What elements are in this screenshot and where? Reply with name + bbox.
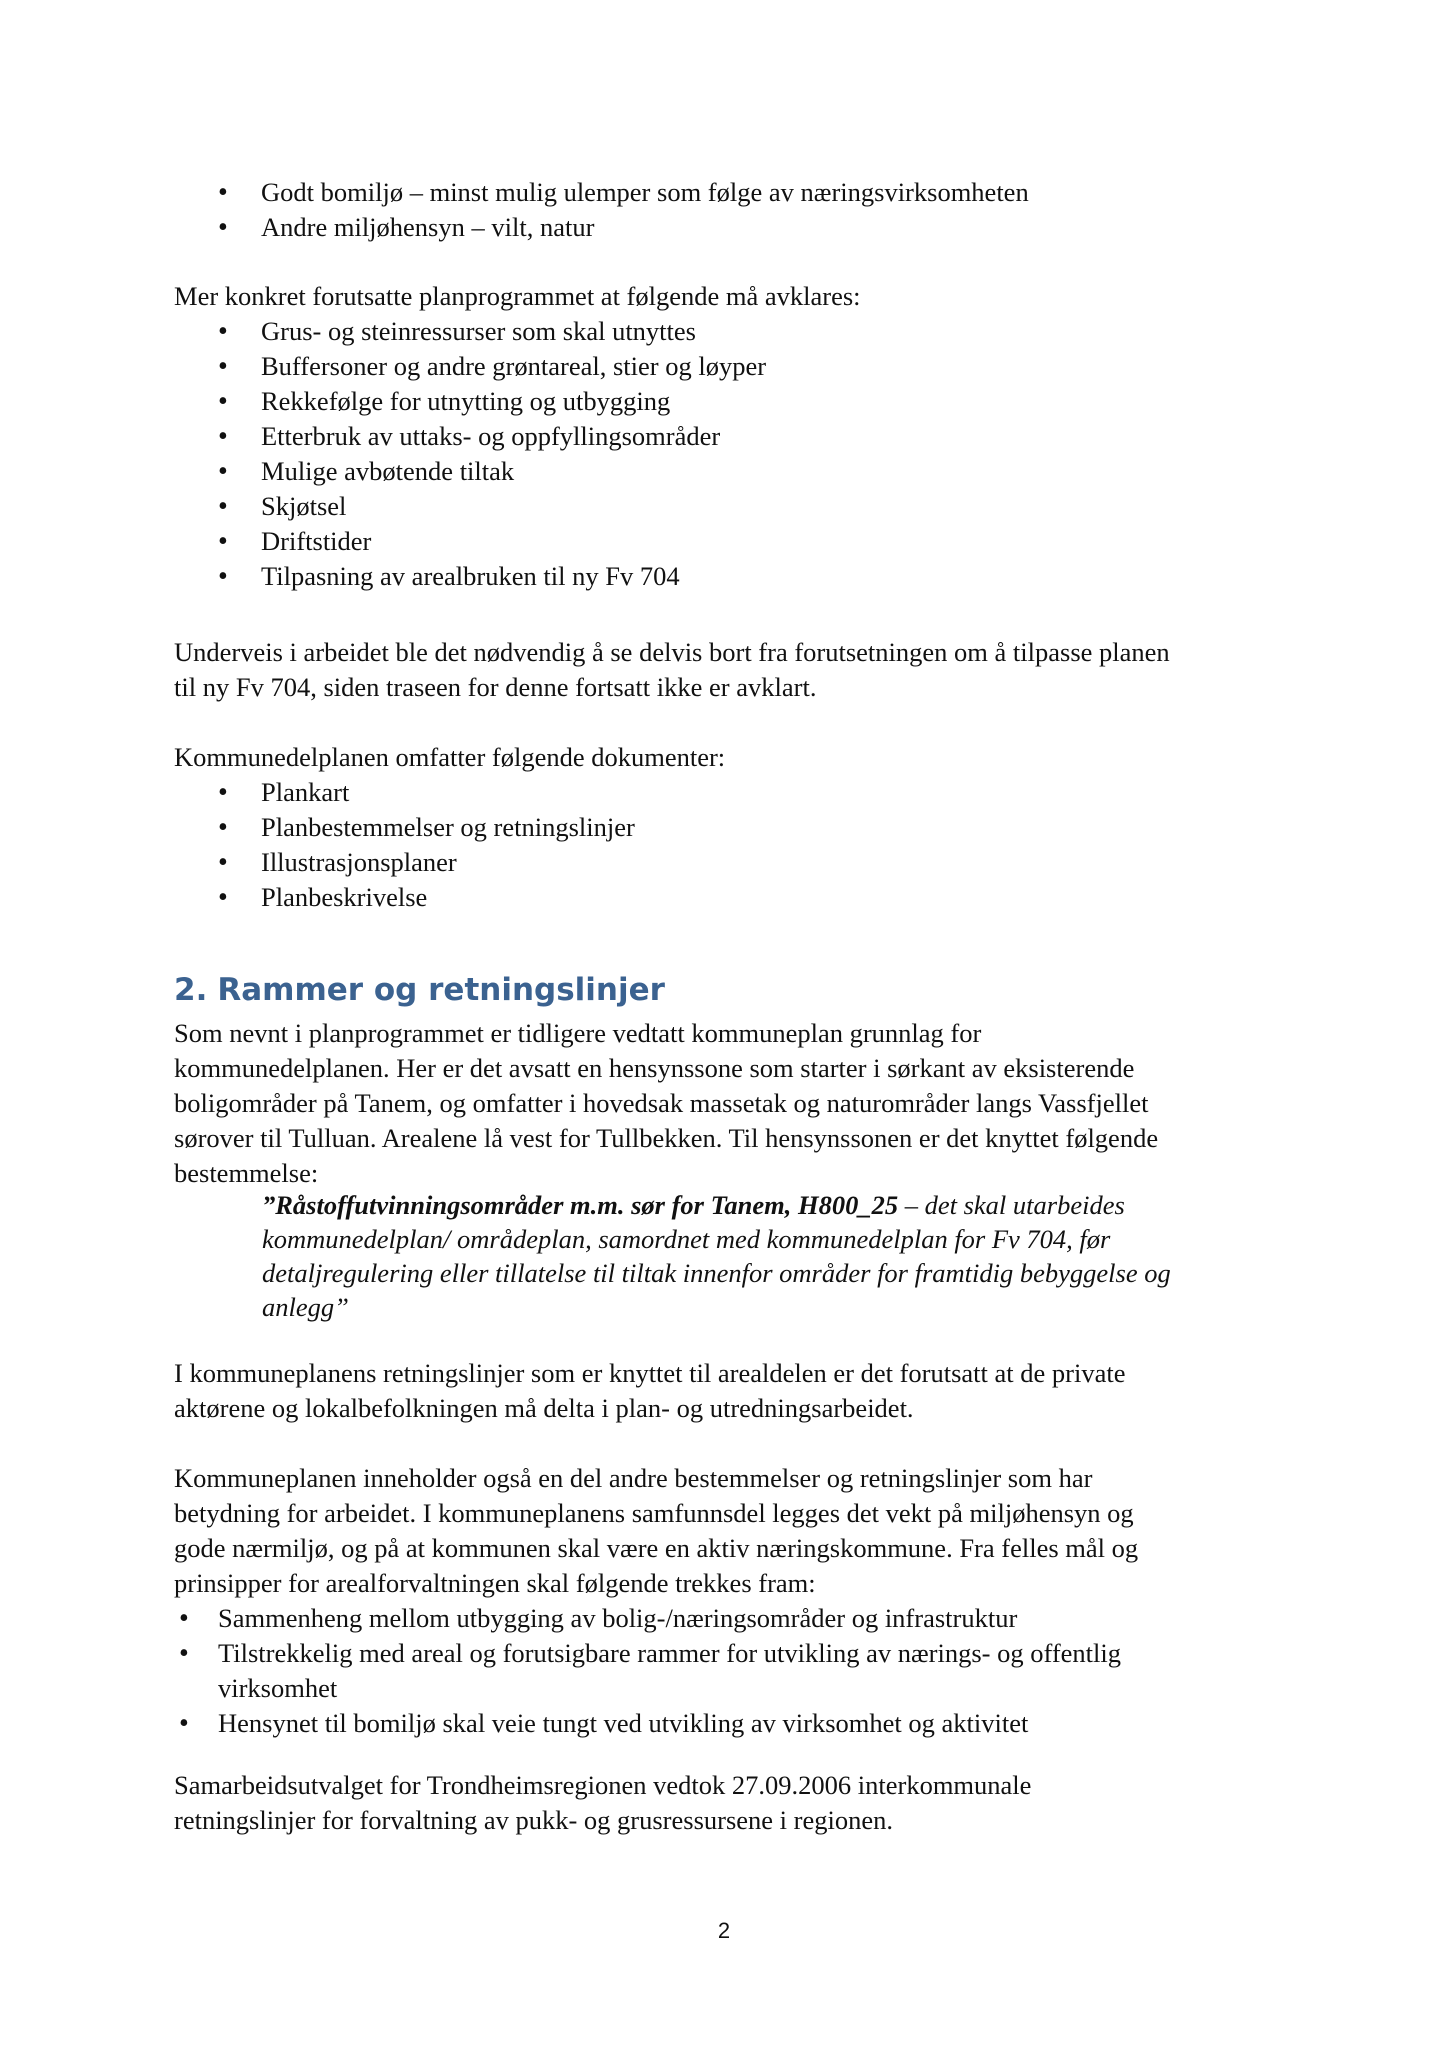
text-line: aktørene og lokalbefolkningen må delta i plan- og utredningsarbeidet. <box>174 1393 914 1423</box>
page-number: 2 <box>717 1918 731 1943</box>
list-item <box>174 1636 1294 1706</box>
list-item: • Illustrasjonsplaner <box>174 845 1294 880</box>
bullet-list-avklares <box>174 314 1294 594</box>
text-line: Som nevnt i planprogrammet er tidligere vedtatt kommuneplan grunnlag for <box>174 1018 982 1048</box>
list-item-line: Tilstrekkelig med areal og forutsigbare rammer for utvikling av nærings- og offentlig <box>218 1638 1122 1668</box>
list-item: • Skjøtsel <box>174 489 1294 524</box>
text-line: prinsipper for arealforvaltningen skal følgende trekkes fram: <box>174 1568 816 1598</box>
bullet-list-dokumenter <box>174 775 1294 915</box>
list-item: • Buffersoner og andre grøntareal, stier og løyper <box>174 349 1294 384</box>
heading-title: Rammer og retningslinjer <box>217 972 665 1008</box>
text-line: Underveis i arbeidet ble det nødvendig å se delvis bort fra forutsetningen om å tilpasse planen <box>174 637 1170 667</box>
text-line: Kommuneplanen inneholder også en del andre bestemmelser og retningslinjer som har <box>174 1463 1093 1493</box>
paragraph-underveis <box>174 635 1294 705</box>
quote-line: anlegg” <box>262 1292 349 1322</box>
list-item: • Andre miljøhensyn – vilt, natur <box>174 210 1294 245</box>
quote-text: – det skal utarbeides <box>898 1190 1125 1220</box>
list-item: • Driftstider <box>174 524 1294 559</box>
list-item: • Godt bomiljø – minst mulig ulemper som følge av næringsvirksomheten <box>174 175 1294 210</box>
text-line: Samarbeidsutvalget for Trondheimsregionen vedtok 27.09.2006 interkommunale <box>174 1770 1032 1800</box>
paragraph: Mer konkret forutsatte planprogrammet at følgende må avklares: <box>174 281 861 311</box>
list-item: • Plankart <box>174 775 1294 810</box>
text-line: retningslinjer for forvaltning av pukk- og grusressursene i regionen. <box>174 1805 893 1835</box>
text-line: kommunedelplanen. Her er det avsatt en hensynssone som starter i sørkant av eksisterende <box>174 1053 1135 1083</box>
list-item: • Hensynet til bomiljø skal veie tungt ved utvikling av virksomhet og aktivitet <box>174 1706 1294 1741</box>
list-item: • Planbestemmelser og retningslinjer <box>174 810 1294 845</box>
section-avklares <box>174 279 1294 594</box>
list-item: • Etterbruk av uttaks- og oppfyllingsområder <box>174 419 1294 454</box>
paragraph-samarbeidsutvalget <box>174 1768 1294 1838</box>
bullet-list-prinsipper <box>174 1601 1294 1741</box>
list-item: • Mulige avbøtende tiltak <box>174 454 1294 489</box>
bullet-list-top <box>174 175 1294 245</box>
section-heading <box>174 970 665 1010</box>
text-line: gode nærmiljø, og på at kommunen skal være en aktiv næringskommune. Fra felles mål og <box>174 1533 1139 1563</box>
quoted-provision <box>262 1188 1302 1324</box>
paragraph-kommuneplanen <box>174 1461 1294 1741</box>
paragraph: Kommunedelplanen omfatter følgende dokumenter: <box>174 742 726 772</box>
section-dokumenter <box>174 740 1294 915</box>
paragraph-som-nevnt <box>174 1016 1294 1191</box>
text-line: sørover til Tulluan. Arealene lå vest for Tullbekken. Til hensynssonen er det knyttet følgende <box>174 1123 1159 1153</box>
text-line: bestemmelse: <box>174 1158 319 1188</box>
text-line: betydning for arbeidet. I kommuneplanens samfunnsdel legges det vekt på miljøhensyn og <box>174 1498 1134 1528</box>
text-line: I kommuneplanens retningslinjer som er knyttet til arealdelen er det forutsatt at de private <box>174 1358 1126 1388</box>
list-item: • Planbeskrivelse <box>174 880 1294 915</box>
paragraph-retningslinjer <box>174 1356 1294 1426</box>
text-line: boligområder på Tanem, og omfatter i hovedsak massetak og naturområder langs Vassfjellet <box>174 1088 1149 1118</box>
heading-number: 2. <box>174 972 208 1008</box>
text-line: til ny Fv 704, siden traseen for denne fortsatt ikke er avklart. <box>174 672 817 702</box>
list-item: • Tilpasning av arealbruken til ny Fv 704 <box>174 559 1294 594</box>
list-item-line: virksomhet <box>218 1673 338 1703</box>
quote-line: kommunedelplan/ områdeplan, samordnet med kommunedelplan for Fv 704, før <box>262 1224 1111 1254</box>
list-item: • Sammenheng mellom utbygging av bolig-/næringsområder og infrastruktur <box>174 1601 1294 1636</box>
list-item: • Grus- og steinressurser som skal utnyttes <box>174 314 1294 349</box>
quote-line: detaljregulering eller tillatelse til tiltak innenfor områder for framtidig bebyggelse og <box>262 1258 1171 1288</box>
quote-title: ”Råstoffutvinningsområder m.m. sør for Tanem, H800_25 <box>262 1190 899 1220</box>
list-item: • Rekkefølge for utnytting og utbygging <box>174 384 1294 419</box>
